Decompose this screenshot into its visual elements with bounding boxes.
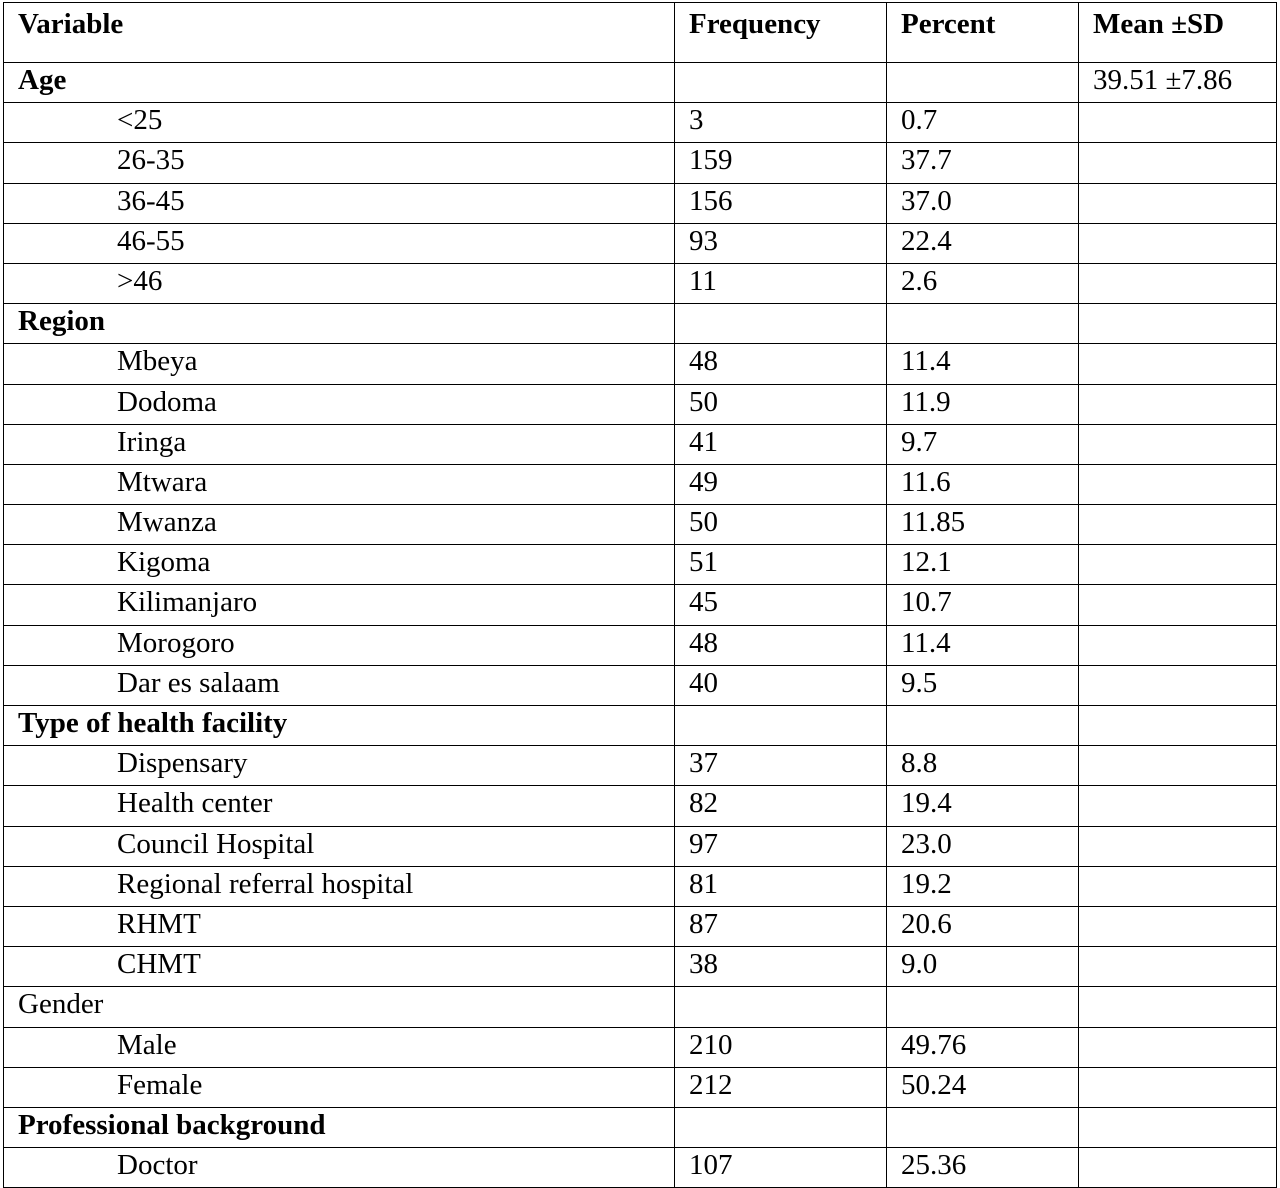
percent-cell: 11.6 <box>887 464 1079 504</box>
table-row <box>4 103 1277 143</box>
percent-cell: 25.36 <box>887 1148 1079 1188</box>
frequency-cell: 87 <box>675 906 887 946</box>
percent-cell: 11.9 <box>887 384 1079 424</box>
table-row <box>4 1027 1277 1067</box>
table-row <box>4 625 1277 665</box>
mean-sd-cell <box>1079 947 1277 987</box>
percent-cell: 37.7 <box>887 143 1079 183</box>
header-percent: Percent <box>887 3 1079 63</box>
frequency-cell <box>675 304 887 344</box>
table-row <box>4 183 1277 223</box>
variable-label: Council Hospital <box>4 826 675 866</box>
frequency-cell: 212 <box>675 1067 887 1107</box>
percent-cell <box>887 987 1079 1027</box>
mean-sd-cell <box>1079 505 1277 545</box>
category-row <box>4 987 1277 1027</box>
frequency-cell: 159 <box>675 143 887 183</box>
mean-sd-cell <box>1079 786 1277 826</box>
header-frequency: Frequency <box>675 3 887 63</box>
percent-cell: 37.0 <box>887 183 1079 223</box>
mean-sd-cell <box>1079 1148 1277 1188</box>
table-row <box>4 223 1277 263</box>
frequency-cell: 81 <box>675 866 887 906</box>
category-label: Age <box>4 63 675 103</box>
percent-cell: 9.7 <box>887 424 1079 464</box>
percent-cell: 22.4 <box>887 223 1079 263</box>
table-row <box>4 344 1277 384</box>
frequency-cell: 48 <box>675 625 887 665</box>
frequency-cell: 3 <box>675 103 887 143</box>
table-row <box>4 665 1277 705</box>
mean-sd-cell <box>1079 143 1277 183</box>
frequency-cell: 210 <box>675 1027 887 1067</box>
percent-cell: 11.4 <box>887 625 1079 665</box>
percent-cell: 50.24 <box>887 1067 1079 1107</box>
table-body <box>4 63 1277 1188</box>
frequency-cell: 40 <box>675 665 887 705</box>
category-row <box>4 706 1277 746</box>
table-header-row <box>4 3 1277 63</box>
frequency-cell <box>675 63 887 103</box>
percent-cell: 10.7 <box>887 585 1079 625</box>
variable-label: >46 <box>4 263 675 303</box>
frequency-cell: 45 <box>675 585 887 625</box>
mean-sd-cell <box>1079 866 1277 906</box>
table-row <box>4 424 1277 464</box>
category-row <box>4 304 1277 344</box>
category-row <box>4 1107 1277 1147</box>
variable-label: Kilimanjaro <box>4 585 675 625</box>
table-row <box>4 1148 1277 1188</box>
frequency-cell: 50 <box>675 505 887 545</box>
variable-label: Male <box>4 1027 675 1067</box>
mean-sd-cell <box>1079 665 1277 705</box>
frequency-cell: 93 <box>675 223 887 263</box>
mean-sd-cell <box>1079 1027 1277 1067</box>
mean-sd-cell <box>1079 424 1277 464</box>
mean-sd-cell <box>1079 826 1277 866</box>
table-row <box>4 545 1277 585</box>
frequency-cell: 38 <box>675 947 887 987</box>
frequency-cell: 49 <box>675 464 887 504</box>
variable-label: CHMT <box>4 947 675 987</box>
category-label: Region <box>4 304 675 344</box>
frequency-cell: 51 <box>675 545 887 585</box>
mean-sd-cell <box>1079 987 1277 1027</box>
mean-sd-cell <box>1079 183 1277 223</box>
percent-cell <box>887 1107 1079 1147</box>
variable-label: 26-35 <box>4 143 675 183</box>
mean-sd-cell <box>1079 464 1277 504</box>
table-row <box>4 746 1277 786</box>
variable-label: Mwanza <box>4 505 675 545</box>
mean-sd-cell <box>1079 304 1277 344</box>
table-row <box>4 1067 1277 1107</box>
frequency-cell: 37 <box>675 746 887 786</box>
percent-cell: 9.5 <box>887 665 1079 705</box>
header-variable: Variable <box>4 3 675 63</box>
table-row <box>4 786 1277 826</box>
table-row <box>4 263 1277 303</box>
variable-label: 36-45 <box>4 183 675 223</box>
variable-label: Mtwara <box>4 464 675 504</box>
table-row <box>4 866 1277 906</box>
mean-sd-cell <box>1079 223 1277 263</box>
mean-sd-cell <box>1079 1067 1277 1107</box>
percent-cell: 19.4 <box>887 786 1079 826</box>
mean-sd-cell <box>1079 746 1277 786</box>
table-row <box>4 585 1277 625</box>
mean-sd-cell <box>1079 103 1277 143</box>
mean-sd-cell <box>1079 906 1277 946</box>
table-row <box>4 947 1277 987</box>
frequency-cell: 97 <box>675 826 887 866</box>
mean-sd-cell <box>1079 585 1277 625</box>
table-row <box>4 464 1277 504</box>
header-mean-sd: Mean ±SD <box>1079 3 1277 63</box>
variable-label: Health center <box>4 786 675 826</box>
frequency-cell <box>675 987 887 1027</box>
frequency-cell: 50 <box>675 384 887 424</box>
category-row <box>4 63 1277 103</box>
frequency-cell: 156 <box>675 183 887 223</box>
percent-cell: 0.7 <box>887 103 1079 143</box>
percent-cell: 12.1 <box>887 545 1079 585</box>
variable-label: Kigoma <box>4 545 675 585</box>
percent-cell: 20.6 <box>887 906 1079 946</box>
variable-label: Dodoma <box>4 384 675 424</box>
mean-sd-cell <box>1079 344 1277 384</box>
percent-cell: 23.0 <box>887 826 1079 866</box>
variable-label: Doctor <box>4 1148 675 1188</box>
table-row <box>4 906 1277 946</box>
variable-label: Morogoro <box>4 625 675 665</box>
variable-label: Iringa <box>4 424 675 464</box>
table-row <box>4 384 1277 424</box>
mean-sd-cell <box>1079 545 1277 585</box>
table-row <box>4 826 1277 866</box>
variable-label: Mbeya <box>4 344 675 384</box>
table-row <box>4 143 1277 183</box>
variable-label: RHMT <box>4 906 675 946</box>
variable-label: Dar es salaam <box>4 665 675 705</box>
percent-cell: 19.2 <box>887 866 1079 906</box>
frequency-cell: 41 <box>675 424 887 464</box>
percent-cell <box>887 63 1079 103</box>
mean-sd-cell <box>1079 706 1277 746</box>
percent-cell <box>887 706 1079 746</box>
percent-cell <box>887 304 1079 344</box>
percent-cell: 2.6 <box>887 263 1079 303</box>
variable-label: Female <box>4 1067 675 1107</box>
category-label: Type of health facility <box>4 706 675 746</box>
frequency-cell: 82 <box>675 786 887 826</box>
table-row <box>4 505 1277 545</box>
variable-label: Dispensary <box>4 746 675 786</box>
category-label: Professional background <box>4 1107 675 1147</box>
frequency-cell <box>675 706 887 746</box>
mean-sd-cell <box>1079 384 1277 424</box>
demographics-table <box>3 2 1277 1188</box>
mean-sd-cell <box>1079 625 1277 665</box>
variable-label: <25 <box>4 103 675 143</box>
frequency-cell: 11 <box>675 263 887 303</box>
percent-cell: 8.8 <box>887 746 1079 786</box>
frequency-cell: 107 <box>675 1148 887 1188</box>
frequency-cell <box>675 1107 887 1147</box>
percent-cell: 49.76 <box>887 1027 1079 1067</box>
variable-label: Regional referral hospital <box>4 866 675 906</box>
category-label: Gender <box>4 987 675 1027</box>
mean-sd-cell <box>1079 1107 1277 1147</box>
percent-cell: 11.4 <box>887 344 1079 384</box>
variable-label: 46-55 <box>4 223 675 263</box>
mean-sd-cell: 39.51 ±7.86 <box>1079 63 1277 103</box>
percent-cell: 9.0 <box>887 947 1079 987</box>
frequency-cell: 48 <box>675 344 887 384</box>
percent-cell: 11.85 <box>887 505 1079 545</box>
mean-sd-cell <box>1079 263 1277 303</box>
